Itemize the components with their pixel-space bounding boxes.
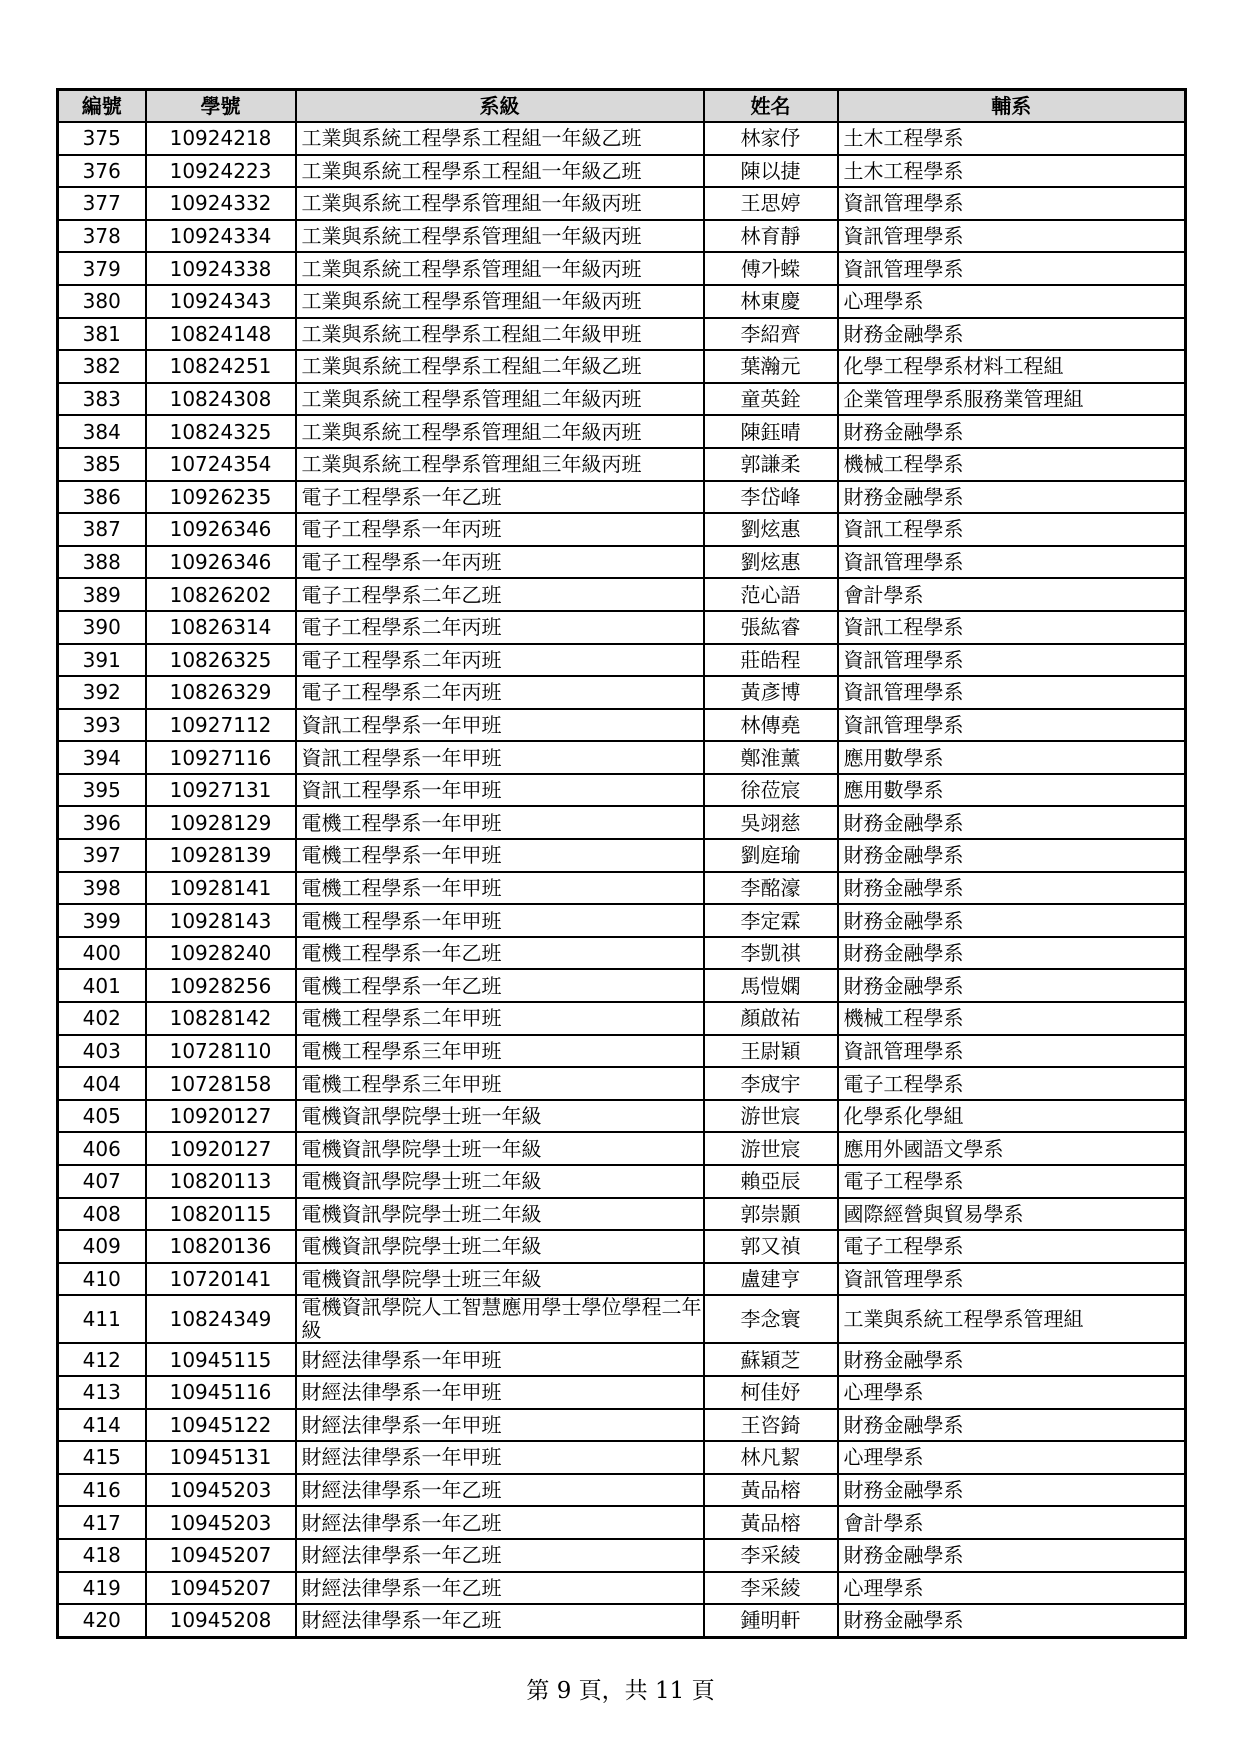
cell-name: 童英銓	[704, 383, 838, 416]
cell-minor: 會計學系	[838, 578, 1186, 611]
cell-department: 財經法律學系一年乙班	[296, 1506, 704, 1539]
cell-student-id: 10828142	[146, 1002, 296, 1035]
cell-student-id: 10945116	[146, 1376, 296, 1409]
cell-student-id: 10927131	[146, 774, 296, 807]
table-row	[58, 1441, 1186, 1474]
table-row	[58, 1343, 1186, 1376]
cell-number: 397	[58, 839, 146, 872]
cell-name: 吳翊慈	[704, 806, 838, 839]
table-row	[58, 1506, 1186, 1539]
table-row	[58, 872, 1186, 905]
cell-minor: 應用數學系	[838, 741, 1186, 774]
cell-student-id: 10945203	[146, 1474, 296, 1507]
cell-department: 財經法律學系一年乙班	[296, 1572, 704, 1605]
cell-number: 380	[58, 285, 146, 318]
table-row	[58, 937, 1186, 970]
cell-minor: 機械工程學系	[838, 448, 1186, 481]
cell-number: 399	[58, 904, 146, 937]
cell-minor: 電子工程學系	[838, 1165, 1186, 1198]
cell-student-id: 10924218	[146, 122, 296, 155]
cell-name: 王思婷	[704, 187, 838, 220]
cell-minor: 財務金融學系	[838, 1343, 1186, 1376]
cell-number: 377	[58, 187, 146, 220]
table-row	[58, 774, 1186, 807]
cell-department: 電機資訊學院學士班二年級	[296, 1198, 704, 1231]
cell-number: 416	[58, 1474, 146, 1507]
cell-department: 電子工程學系二年乙班	[296, 578, 704, 611]
cell-department: 財經法律學系一年甲班	[296, 1376, 704, 1409]
table-row	[58, 839, 1186, 872]
cell-number: 400	[58, 937, 146, 970]
cell-name: 盧建亨	[704, 1263, 838, 1296]
cell-number: 419	[58, 1572, 146, 1605]
cell-name: 張紘睿	[704, 611, 838, 644]
cell-student-id: 10927112	[146, 709, 296, 742]
cell-student-id: 10926235	[146, 481, 296, 514]
cell-student-id: 10945203	[146, 1506, 296, 1539]
cell-minor: 國際經營與貿易學系	[838, 1198, 1186, 1231]
cell-minor: 資訊工程學系	[838, 513, 1186, 546]
cell-minor: 財務金融學系	[838, 481, 1186, 514]
cell-student-id: 10826329	[146, 676, 296, 709]
cell-name: 林育靜	[704, 220, 838, 253]
cell-name: 游世宸	[704, 1132, 838, 1165]
cell-minor: 心理學系	[838, 1376, 1186, 1409]
cell-minor: 應用外國語文學系	[838, 1132, 1186, 1165]
table-row	[58, 1100, 1186, 1133]
cell-department: 財經法律學系一年甲班	[296, 1441, 704, 1474]
cell-student-id: 10824325	[146, 415, 296, 448]
cell-number: 391	[58, 644, 146, 677]
cell-name: 鍾明軒	[704, 1604, 838, 1637]
cell-minor: 工業與系統工程學系管理組	[838, 1295, 1186, 1343]
cell-student-id: 10927116	[146, 741, 296, 774]
cell-department: 電子工程學系二年丙班	[296, 676, 704, 709]
table-row	[58, 709, 1186, 742]
cell-number: 393	[58, 709, 146, 742]
cell-number: 411	[58, 1295, 146, 1343]
cell-student-id: 10920127	[146, 1132, 296, 1165]
cell-name: 郭又禎	[704, 1230, 838, 1263]
cell-student-id: 10928256	[146, 969, 296, 1002]
cell-name: 徐莅宸	[704, 774, 838, 807]
cell-number: 409	[58, 1230, 146, 1263]
cell-department: 財經法律學系一年乙班	[296, 1539, 704, 1572]
cell-name: 游世宸	[704, 1100, 838, 1133]
table-header	[58, 90, 1186, 123]
header-row	[58, 90, 1186, 123]
cell-number: 386	[58, 481, 146, 514]
cell-number: 420	[58, 1604, 146, 1637]
cell-student-id: 10924338	[146, 252, 296, 285]
cell-number: 407	[58, 1165, 146, 1198]
cell-student-id: 10824148	[146, 318, 296, 351]
table-row	[58, 546, 1186, 579]
cell-name: 王尉穎	[704, 1035, 838, 1068]
cell-student-id: 10824251	[146, 350, 296, 383]
cell-student-id: 10820115	[146, 1198, 296, 1231]
cell-department: 電機工程學系一年乙班	[296, 969, 704, 1002]
table-row	[58, 481, 1186, 514]
cell-student-id: 10928141	[146, 872, 296, 905]
cell-student-id: 10945208	[146, 1604, 296, 1637]
header-student-id: 學號	[146, 90, 296, 123]
cell-department: 電子工程學系一年乙班	[296, 481, 704, 514]
header-minor: 輔系	[838, 90, 1186, 123]
cell-name: 劉炫惠	[704, 546, 838, 579]
cell-department: 工業與系統工程學系管理組一年級丙班	[296, 252, 704, 285]
table-row	[58, 1067, 1186, 1100]
table-row	[58, 1474, 1186, 1507]
cell-name: 林家伃	[704, 122, 838, 155]
cell-number: 418	[58, 1539, 146, 1572]
cell-number: 379	[58, 252, 146, 285]
cell-department: 電機工程學系三年甲班	[296, 1035, 704, 1068]
cell-number: 402	[58, 1002, 146, 1035]
cell-number: 401	[58, 969, 146, 1002]
table-row	[58, 611, 1186, 644]
cell-department: 電機工程學系一年甲班	[296, 872, 704, 905]
cell-number: 385	[58, 448, 146, 481]
cell-number: 381	[58, 318, 146, 351]
cell-minor: 財務金融學系	[838, 1409, 1186, 1442]
cell-name: 黃品榕	[704, 1506, 838, 1539]
table-row	[58, 318, 1186, 351]
cell-number: 378	[58, 220, 146, 253]
cell-name: 郭謙柔	[704, 448, 838, 481]
cell-department: 電子工程學系二年丙班	[296, 644, 704, 677]
cell-minor: 財務金融學系	[838, 1474, 1186, 1507]
cell-name: 劉庭瑜	[704, 839, 838, 872]
cell-student-id: 10945207	[146, 1539, 296, 1572]
cell-minor: 財務金融學系	[838, 318, 1186, 351]
table-row	[58, 578, 1186, 611]
cell-student-id: 10724354	[146, 448, 296, 481]
cell-minor: 財務金融學系	[838, 1539, 1186, 1572]
cell-department: 電機資訊學院學士班三年級	[296, 1263, 704, 1296]
cell-minor: 財務金融學系	[838, 904, 1186, 937]
cell-name: 蘇穎芝	[704, 1343, 838, 1376]
cell-minor: 企業管理學系服務業管理組	[838, 383, 1186, 416]
cell-number: 388	[58, 546, 146, 579]
table-row	[58, 220, 1186, 253]
cell-department: 工業與系統工程學系管理組一年級丙班	[296, 187, 704, 220]
cell-number: 403	[58, 1035, 146, 1068]
cell-student-id: 10820113	[146, 1165, 296, 1198]
cell-minor: 土木工程學系	[838, 122, 1186, 155]
cell-name: 李紹齊	[704, 318, 838, 351]
cell-number: 389	[58, 578, 146, 611]
table-row	[58, 513, 1186, 546]
cell-student-id: 10924332	[146, 187, 296, 220]
cell-department: 工業與系統工程學系管理組一年級丙班	[296, 220, 704, 253]
cell-number: 415	[58, 1441, 146, 1474]
cell-name: 李定霖	[704, 904, 838, 937]
table-row	[58, 741, 1186, 774]
cell-student-id: 10924334	[146, 220, 296, 253]
table-row	[58, 644, 1186, 677]
cell-minor: 機械工程學系	[838, 1002, 1186, 1035]
cell-name: 李采綾	[704, 1572, 838, 1605]
cell-student-id: 10926346	[146, 546, 296, 579]
cell-department: 電機資訊學院學士班二年級	[296, 1165, 704, 1198]
cell-minor: 資訊管理學系	[838, 220, 1186, 253]
cell-minor: 資訊管理學系	[838, 252, 1186, 285]
table-row	[58, 285, 1186, 318]
cell-minor: 化學工程學系材料工程組	[838, 350, 1186, 383]
cell-department: 工業與系統工程學系工程組二年級甲班	[296, 318, 704, 351]
cell-number: 382	[58, 350, 146, 383]
cell-minor: 土木工程學系	[838, 155, 1186, 188]
cell-number: 410	[58, 1263, 146, 1296]
table-row	[58, 904, 1186, 937]
cell-number: 396	[58, 806, 146, 839]
cell-department: 財經法律學系一年乙班	[296, 1474, 704, 1507]
cell-department: 電機工程學系二年甲班	[296, 1002, 704, 1035]
cell-name: 李宬宇	[704, 1067, 838, 1100]
cell-number: 405	[58, 1100, 146, 1133]
header-department: 系級	[296, 90, 704, 123]
cell-department: 電機資訊學院學士班二年級	[296, 1230, 704, 1263]
cell-student-id: 10820136	[146, 1230, 296, 1263]
cell-number: 387	[58, 513, 146, 546]
cell-department: 電機工程學系一年甲班	[296, 839, 704, 872]
cell-department: 工業與系統工程學系工程組一年級乙班	[296, 122, 704, 155]
table-row	[58, 122, 1186, 155]
cell-department: 財經法律學系一年乙班	[296, 1604, 704, 1637]
cell-name: 陳鈺晴	[704, 415, 838, 448]
cell-student-id: 10928139	[146, 839, 296, 872]
cell-department: 電子工程學系一年丙班	[296, 513, 704, 546]
cell-student-id: 10928240	[146, 937, 296, 970]
cell-number: 384	[58, 415, 146, 448]
table-row	[58, 415, 1186, 448]
table-row	[58, 1263, 1186, 1296]
cell-minor: 資訊管理學系	[838, 644, 1186, 677]
table-row	[58, 806, 1186, 839]
cell-department: 資訊工程學系一年甲班	[296, 709, 704, 742]
cell-minor: 電子工程學系	[838, 1067, 1186, 1100]
cell-department: 財經法律學系一年甲班	[296, 1409, 704, 1442]
cell-number: 398	[58, 872, 146, 905]
table-row	[58, 155, 1186, 188]
cell-minor: 資訊管理學系	[838, 546, 1186, 579]
cell-number: 413	[58, 1376, 146, 1409]
cell-number: 392	[58, 676, 146, 709]
cell-student-id: 10945115	[146, 1343, 296, 1376]
cell-number: 394	[58, 741, 146, 774]
cell-student-id: 10920127	[146, 1100, 296, 1133]
cell-number: 404	[58, 1067, 146, 1100]
table-row	[58, 1604, 1186, 1637]
cell-student-id: 10928143	[146, 904, 296, 937]
cell-student-id: 10826325	[146, 644, 296, 677]
cell-department: 電機工程學系三年甲班	[296, 1067, 704, 1100]
cell-minor: 財務金融學系	[838, 806, 1186, 839]
cell-minor: 應用數學系	[838, 774, 1186, 807]
cell-minor: 財務金融學系	[838, 969, 1186, 1002]
cell-minor: 資訊管理學系	[838, 1035, 1186, 1068]
cell-name: 黃彥博	[704, 676, 838, 709]
table-row	[58, 252, 1186, 285]
table-body	[58, 122, 1186, 1637]
table-row	[58, 1409, 1186, 1442]
cell-name: 郭崇顥	[704, 1198, 838, 1231]
table-row	[58, 1002, 1186, 1035]
cell-name: 劉炫惠	[704, 513, 838, 546]
cell-department: 工業與系統工程學系管理組一年級丙班	[296, 285, 704, 318]
cell-student-id: 10945207	[146, 1572, 296, 1605]
table-row	[58, 1572, 1186, 1605]
cell-student-id: 10720141	[146, 1263, 296, 1296]
cell-minor: 財務金融學系	[838, 872, 1186, 905]
cell-department: 電機工程學系一年甲班	[296, 904, 704, 937]
cell-minor: 心理學系	[838, 285, 1186, 318]
cell-student-id: 10728110	[146, 1035, 296, 1068]
cell-student-id: 10824349	[146, 1295, 296, 1343]
cell-number: 376	[58, 155, 146, 188]
cell-name: 莊皓程	[704, 644, 838, 677]
table-row	[58, 1132, 1186, 1165]
cell-department: 電機資訊學院人工智慧應用學士學位學程二年級	[296, 1295, 704, 1343]
cell-name: 柯佳妤	[704, 1376, 838, 1409]
cell-name: 李酩濠	[704, 872, 838, 905]
cell-name: 黃品榕	[704, 1474, 838, 1507]
cell-minor: 心理學系	[838, 1572, 1186, 1605]
cell-minor: 電子工程學系	[838, 1230, 1186, 1263]
cell-number: 395	[58, 774, 146, 807]
cell-number: 408	[58, 1198, 146, 1231]
cell-number: 406	[58, 1132, 146, 1165]
table-row	[58, 350, 1186, 383]
cell-number: 383	[58, 383, 146, 416]
cell-department: 工業與系統工程學系工程組一年級乙班	[296, 155, 704, 188]
cell-student-id: 10945122	[146, 1409, 296, 1442]
cell-name: 傅가蝾	[704, 252, 838, 285]
cell-department: 電機資訊學院學士班一年級	[296, 1132, 704, 1165]
cell-student-id: 10924223	[146, 155, 296, 188]
cell-department: 電子工程學系一年丙班	[296, 546, 704, 579]
cell-name: 鄭淮薰	[704, 741, 838, 774]
cell-name: 林傳堯	[704, 709, 838, 742]
table-row	[58, 1295, 1186, 1343]
cell-name: 李凱祺	[704, 937, 838, 970]
cell-name: 范心語	[704, 578, 838, 611]
cell-minor: 資訊管理學系	[838, 709, 1186, 742]
table-row	[58, 1376, 1186, 1409]
cell-minor: 財務金融學系	[838, 415, 1186, 448]
header-name: 姓名	[704, 90, 838, 123]
table-row	[58, 448, 1186, 481]
cell-name: 賴亞辰	[704, 1165, 838, 1198]
table-row	[58, 187, 1186, 220]
cell-number: 390	[58, 611, 146, 644]
cell-department: 工業與系統工程學系管理組二年級丙班	[296, 383, 704, 416]
cell-name: 李采綾	[704, 1539, 838, 1572]
cell-minor: 財務金融學系	[838, 839, 1186, 872]
cell-department: 資訊工程學系一年甲班	[296, 741, 704, 774]
cell-number: 414	[58, 1409, 146, 1442]
cell-department: 電機資訊學院學士班一年級	[296, 1100, 704, 1133]
cell-name: 李念寰	[704, 1295, 838, 1343]
cell-name: 李岱峰	[704, 481, 838, 514]
header-number: 編號	[58, 90, 146, 123]
cell-minor: 財務金融學系	[838, 1604, 1186, 1637]
page-footer: 第 9 頁，共 11 頁	[526, 1678, 715, 1704]
cell-number: 417	[58, 1506, 146, 1539]
cell-student-id: 10826314	[146, 611, 296, 644]
cell-student-id: 10826202	[146, 578, 296, 611]
cell-minor: 資訊管理學系	[838, 676, 1186, 709]
cell-department: 財經法律學系一年甲班	[296, 1343, 704, 1376]
table-row	[58, 969, 1186, 1002]
table-row	[58, 1035, 1186, 1068]
cell-student-id: 10926346	[146, 513, 296, 546]
cell-name: 顏啟祐	[704, 1002, 838, 1035]
cell-student-id: 10728158	[146, 1067, 296, 1100]
cell-minor: 資訊管理學系	[838, 187, 1186, 220]
table-row	[58, 1165, 1186, 1198]
cell-student-id: 10824308	[146, 383, 296, 416]
cell-department: 工業與系統工程學系工程組二年級乙班	[296, 350, 704, 383]
cell-name: 馬愷嫻	[704, 969, 838, 1002]
table-row	[58, 1230, 1186, 1263]
cell-name: 林凡絜	[704, 1441, 838, 1474]
cell-department: 工業與系統工程學系管理組二年級丙班	[296, 415, 704, 448]
cell-number: 412	[58, 1343, 146, 1376]
table-row	[58, 1198, 1186, 1231]
cell-department: 工業與系統工程學系管理組三年級丙班	[296, 448, 704, 481]
cell-student-id: 10928129	[146, 806, 296, 839]
cell-department: 電子工程學系二年丙班	[296, 611, 704, 644]
cell-minor: 財務金融學系	[838, 937, 1186, 970]
cell-minor: 心理學系	[838, 1441, 1186, 1474]
cell-minor: 資訊管理學系	[838, 1263, 1186, 1296]
table-row	[58, 1539, 1186, 1572]
student-list-table	[56, 88, 1187, 1639]
cell-minor: 化學系化學組	[838, 1100, 1186, 1133]
table-row	[58, 383, 1186, 416]
table-row	[58, 676, 1186, 709]
cell-minor: 會計學系	[838, 1506, 1186, 1539]
cell-department: 資訊工程學系一年甲班	[296, 774, 704, 807]
cell-name: 陳以捷	[704, 155, 838, 188]
cell-number: 375	[58, 122, 146, 155]
cell-student-id: 10924343	[146, 285, 296, 318]
cell-student-id: 10945131	[146, 1441, 296, 1474]
cell-name: 王咨錡	[704, 1409, 838, 1442]
cell-department: 電機工程學系一年乙班	[296, 937, 704, 970]
cell-name: 葉瀚元	[704, 350, 838, 383]
cell-department: 電機工程學系一年甲班	[296, 806, 704, 839]
cell-minor: 資訊工程學系	[838, 611, 1186, 644]
cell-name: 林東慶	[704, 285, 838, 318]
